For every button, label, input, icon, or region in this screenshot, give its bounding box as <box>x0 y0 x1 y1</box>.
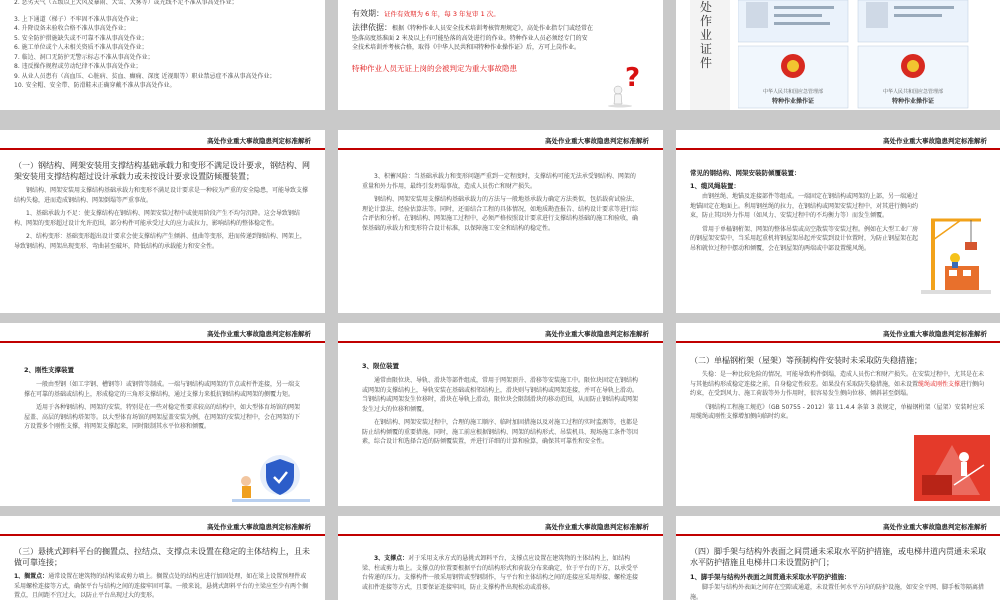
legal-label: 法律依据： <box>352 23 392 32</box>
slide-limit-device <box>338 323 663 506</box>
card-title: 特种作业操作证 <box>891 98 934 105</box>
slide-header-title: 高处作业重大事故隐患判定标准解析 <box>883 330 987 338</box>
slide-unloading-platform <box>0 516 325 600</box>
slide-truss-instability <box>676 323 1000 506</box>
section-heading: （三）悬挑式卸料平台的搁置点、拉结点、支撑点未设置在稳定的主体结构上，且未做可靠连接； <box>14 547 310 567</box>
paragraph: 在钢结构、网架安装过程中，合理的施工顺序、临时加固措施以及对施工过程的实时监测等，也都是防止结构倾覆的重要措施。同时，施工前应根据钢结构、网架的结构形式、吊装机具、现场施工条件等因素，综合设计和选择合适的防倾覆装置，并进行详细的计算和验算，确保其可靠性和安全性。 <box>362 419 639 445</box>
slide-support-points <box>338 516 663 600</box>
slide-rigid-support <box>0 323 325 506</box>
slide-header-title: 高处作业重大事故隐患判定标准解析 <box>883 137 987 145</box>
highlight-text: 缆绳或刚性支撑 <box>918 380 961 388</box>
section-heading: （四）脚手架与结构外表面之间贯通未采取水平防护措施，或电梯井道内贯通未采取水平防护措施且电梯井口未设置防护门； <box>690 547 986 567</box>
paragraph: 对于采用支承方式的悬挑式卸料平台，支撑点应设置在建筑物的主体结构上，如结构梁、柱或剪力墙上。支撑点的位置要根据平台的结构形式和荷载分布来确定，位于平台的下方，以承受平台传递的压力。支撑构件一般采用钢管或型钢制作，与平台和主体结构之间的连接应采用焊接、螺栓连接或扣件连接等方式，且要保证连接牢固，防止支撑构件出现松动或滑移。 <box>362 555 639 591</box>
paragraph: 2、结构变形：基础变形超出设计要求会使支撑结构产生倾斜、扭曲等变形，进而传递到钢结构、网架上，导致钢结构、网架出现变形、弯曲甚至破坏，降低结构的承载能力和安全性。 <box>14 233 306 250</box>
header-divider <box>0 341 325 343</box>
slide-support-foundation <box>0 130 325 313</box>
paragraph: 由钢丝绳、地锚及连接部件等组成。一端固定在钢结构或网架的上部，另一端通过地锚固定在地面上。利用钢丝绳的拉力，在钢结构或网架安装过程中，对其进行侧向约束，防止其因外力作用（如风力、安装过程中的不均衡力等）而发生倾覆。 <box>690 193 919 219</box>
slide-certificate-images <box>676 0 1000 110</box>
list-item: 4. 升降设备未验收合格不准从事高处作业； <box>14 25 130 32</box>
section-subheading: 1、脚手架与结构外表面之间贯通未采取水平防护措施： <box>690 573 851 581</box>
card-issuer: 中华人民共和国应急管理部 <box>882 89 943 95</box>
section-subheading: 3、限位装置 <box>362 362 400 370</box>
paragraph: 钢结构、网架安装用支撑结构基础承载力和变形不满足设计要求是一种较为严重的安全隐患，可能导致支撑结构失稳，进而造成钢结构、网架倒塌等严重事故。 <box>14 187 309 204</box>
header-divider <box>0 534 325 536</box>
warning-text: 特种作业人员无证上岗的会被判定为重大事故隐患 <box>352 63 517 73</box>
section-subheading: 2、刚性支撑装置 <box>24 366 75 374</box>
hazard-warning-illustration <box>914 435 990 501</box>
svg-text:?: ? <box>625 63 641 93</box>
header-divider <box>338 341 663 343</box>
validity-label: 有效期： <box>352 9 384 18</box>
card-issuer: 中华人民共和国应急管理部 <box>762 89 823 95</box>
section-subheading: 3、支撑点： <box>374 555 409 562</box>
slide-header-title: 高处作业重大事故隐患判定标准解析 <box>545 137 649 145</box>
question-figure-icon <box>608 62 648 108</box>
list-item: 5. 安全防护措施缺失或不可靠不准从事高处作业； <box>14 34 148 42</box>
slide-header-title: 高处作业重大事故隐患判定标准解析 <box>207 330 311 338</box>
slide-anti-overturn-devices <box>676 130 1000 313</box>
slide-risk-accumulation <box>338 130 663 313</box>
list-item: 9. 从业人员患有（高血压、心脏病、贫血、癫痫、深度 近视眼等）职业禁忌症不准从事高处作业； <box>14 72 276 80</box>
paragraph: 脚手架与结构外表面之间存在空隙或通道，未设置任何水平方向的防护设施，如安全平网、脚手板等隔离措施。 <box>690 584 985 600</box>
paragraph: 进行侧向约束，在受到风力、施工荷载等外力作用时，很容易发生侧向位移、倾斜甚至倒塌。 <box>690 380 985 397</box>
safety-shield-illustration <box>232 451 310 503</box>
header-divider <box>338 148 663 150</box>
header-divider <box>676 341 1000 343</box>
header-divider <box>338 534 663 536</box>
paragraph: 一般由型钢（如工字钢、槽钢等）或钢管等制成。一端与钢结构或网架的节点或杆件连接，另一端支撑在可靠的基础或结构上，形成稳定的三角形支撑结构，通过支撑力来抵抗钢结构或网架的侧覆力矩。 <box>24 381 301 398</box>
slide-header-title: 高处作业重大事故隐患判定标准解析 <box>545 523 649 531</box>
header-divider <box>676 534 1000 536</box>
vertical-title: 处作业证件 <box>700 0 713 70</box>
paragraph: 钢结构、网架安装用支撑结构基础承载力的方法与一般地基承载力确定方法类似，包括载荷试验法、理论计算法、经验估算法等。同时，还需结合工程的具体情况，如地质勘查报告、结构设计要求等进行综合评估和分析。在钢结构、网架施工过程中，必须严格按照设计要求进行支撑结构基础的施工和验收，确保基础的承载力和变形符合设计标准，以保障施工安全和结构的稳定性。 <box>362 196 639 232</box>
list-item: 3. 上下通道（梯子）不牢固不准从事高处作业； <box>14 15 142 23</box>
header-divider <box>0 148 325 150</box>
paragraph: 失稳：是一种比较危险的情况，可能导致构件倒塌，造成人员伤亡和财产损失。在安装过程中，尤其是在未与其他结构形成稳定连接之前，自身稳定性较差。如果没有采取防失稳措施，如未设置 <box>690 371 985 388</box>
list-item: 7. 临边、洞口无防护无警示标志不准从事高处作业； <box>14 53 154 61</box>
slide-certificate-validity <box>338 0 663 110</box>
paragraph: 1、基础承载力不足：使支撑结构在钢结构、网架安装过程中或使用阶段产生不均匀沉降。这会导致钢结构、网架的变形超过设计允许范围，部分构件可能承受过大的应力或拉力，影响结构的整体稳定性。 <box>14 210 300 227</box>
section-heading: （一）钢结构、网架安装用支撑结构基础承载力和变形不满足设计要求，钢结构、网架安装用支撑结构超过设计承载力或未按设计要求设置防倾覆装置； <box>14 161 310 181</box>
section-subheading: 1、缆风绳装置： <box>690 182 741 190</box>
conditions-list <box>14 0 311 91</box>
slide-scaffold-gap <box>676 516 1000 600</box>
validity-text: 证件有效期为 6 年，每 3 年复审 1 次。 <box>384 10 500 18</box>
card-title: 特种作业操作证 <box>771 98 814 105</box>
paragraph: 常用于单榀钢桁架、网架的整体吊装或高空散装等安装过程。例如在大型工业厂房的钢屋架安装中，当采用起重机将钢屋架吊起并安装到设计位置时，为防止钢屋架在起吊和就位过程中摆动和倾覆，会在钢屋架的两端或中部设置缆风绳。 <box>690 225 919 252</box>
paragraph: 通常由限位块、导轨、滑块等部件组成，常用于网架顶升、滑移等安装施工中。限位块固定在钢结构或网架的支撑结构上，导轨安装在基础或相邻结构上，滑块则与钢结构或网架连接，并可在导轨上滑动。当钢结构或网架发生位移时，滑块在导轨上滑动，限位块会限制滑块的移动范围，从而防止钢结构或网架发生过大的位移和倾覆。 <box>362 377 639 413</box>
legal-text: 根据《特种作业人员安全技术培训考核管理规定》，高处作业指专门或经常在坠落高度基准面 2 米及以上有可能坠落的高处进行的作业。特种作业人员必须经专门的安全技术培训并考核合格，取得《中华人民共和国特种作业操作证》后，方可上岗作业。 <box>352 25 594 51</box>
slide-header-title: 高处作业重大事故隐患判定标准解析 <box>545 330 649 338</box>
list-item: 10. 安全帽、安全带、防滑鞋未正确穿戴不准从事高处作业。 <box>14 82 176 89</box>
construction-crane-illustration <box>921 210 991 295</box>
list-item: 2. 恶劣天气（五级以上大风及暴雨、大雪、大雾等）或光线不足不准从事高处作业； <box>14 0 238 6</box>
slide-conditions <box>0 0 325 110</box>
list-item: 8. 违反操作规程或劳动纪律不准从事高处作业； <box>14 63 142 70</box>
paragraph: 3、积蓄风险：当基础承载力和变形问题严重到一定程度时，支撑结构可能无法承受钢结构、网架的重量和外力作用，最终引发坍塌事故，造成人员伤亡和财产损失。 <box>362 173 636 190</box>
slide-header-title: 高处作业重大事故隐患判定标准解析 <box>207 137 311 145</box>
paragraph: 通常设置在建筑物的结构梁或剪力墙上。搁置点处的结构应进行加固处理，如在梁上设置预埋件或采用螺栓连接等方式，确保平台与结构之间的连接牢固可靠。一般来说，悬挑式卸料平台的主梁应至少有两个搁置点，且间距不宜过大，以防止平台出现过大的变形。 <box>14 573 309 599</box>
paragraph: 《钢结构工程施工规范》（GB 50755 - 2012）第 11.4.4 条第 3 款规定，单榀钢桁架（屋架）安装时应采用缆绳或刚性支撑增加侧向临时约束。 <box>690 403 985 420</box>
slide-header-title: 高处作业重大事故隐患判定标准解析 <box>883 523 987 531</box>
header-divider <box>676 148 1000 150</box>
section-heading: （二）单榀钢桁架（屋架）等预制构件安装时未采取防失稳措施； <box>690 356 922 365</box>
paragraph: 适用于各种钢结构、网架的安装，特别是在一些对稳定性要求较高的结构中，如大型体育场馆的网架屋盖、高层的钢结构塔架等。以大型体育场馆的网架屋盖安装为例，在网架的安装过程中，会在网架的下方设置多个刚性支撑，将网架支撑起来，同时限制其水平位移和倾覆。 <box>24 404 301 430</box>
list-item: 6. 施工单位或个人未相关资质不准从事高处作业； <box>14 44 148 51</box>
slide-header-title: 高处作业重大事故隐患判定标准解析 <box>207 523 311 531</box>
section-subheading: 1、搁置点： <box>14 573 49 580</box>
section-subheading: 常见的钢结构、网架安装防倾覆装置： <box>690 169 801 177</box>
